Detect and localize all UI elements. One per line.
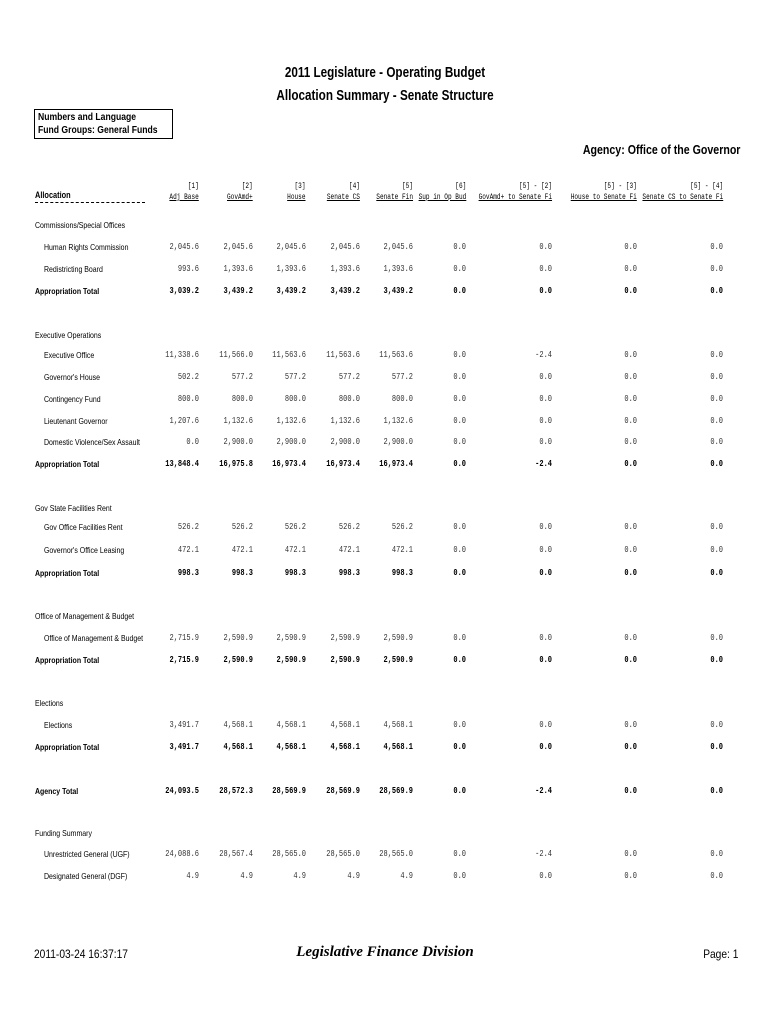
section-header — [0, 827, 770, 841]
row-label: Redistricting Board — [44, 264, 103, 274]
row-value: 0.0 — [539, 720, 552, 730]
row-value: 2,590.9 — [223, 633, 253, 643]
row-value: 24,093.5 — [165, 786, 199, 796]
row-value: 998.3 — [338, 568, 360, 578]
column-header — [479, 181, 552, 203]
row-label: Appropriation Total — [35, 459, 100, 469]
row-value: 502.2 — [177, 372, 199, 382]
row-value: 4,568.1 — [383, 720, 413, 730]
row-value: 0.0 — [539, 242, 552, 252]
row-value: 526.2 — [391, 522, 413, 532]
table-row — [0, 719, 770, 733]
row-value: 0.0 — [453, 286, 466, 296]
row-value: 998.3 — [177, 568, 199, 578]
row-value: 2,045.6 — [383, 242, 413, 252]
row-value: 800.0 — [391, 394, 413, 404]
row-value: 2,045.6 — [223, 242, 253, 252]
row-value: 0.0 — [453, 786, 466, 796]
row-value: 0.0 — [539, 568, 552, 578]
row-value: 0.0 — [453, 633, 466, 643]
row-value: 0.0 — [624, 242, 637, 252]
row-value: 4,568.1 — [330, 720, 360, 730]
total-row — [0, 285, 770, 299]
row-value: 2,715.9 — [169, 633, 199, 643]
row-value: 0.0 — [710, 871, 723, 881]
row-value: 3,491.7 — [169, 720, 199, 730]
section-header — [0, 219, 770, 233]
row-label: Human Rights Commission — [44, 242, 129, 252]
row-value: 28,572.3 — [219, 786, 253, 796]
row-value: 0.0 — [453, 350, 466, 360]
row-label: Lieutenant Governor — [44, 416, 108, 426]
row-value: 4,568.1 — [223, 742, 253, 752]
total-row — [0, 654, 770, 668]
row-label: Governor's House — [44, 372, 100, 382]
row-value: 0.0 — [539, 871, 552, 881]
row-label: Gov State Facilities Rent — [35, 503, 112, 513]
division-signature: Legislative Finance Division — [296, 944, 474, 960]
table-row — [0, 848, 770, 862]
row-value: 0.0 — [539, 633, 552, 643]
row-value: 2,900.0 — [330, 437, 360, 447]
column-header — [170, 181, 199, 203]
row-value: 0.0 — [453, 655, 466, 665]
row-value: 2,590.9 — [276, 633, 306, 643]
row-value: 0.0 — [710, 350, 723, 360]
row-value: 2,045.6 — [330, 242, 360, 252]
row-value: 3,039.2 — [169, 286, 199, 296]
row-value: 11,566.0 — [219, 350, 253, 360]
row-value: 2,900.0 — [223, 437, 253, 447]
report-timestamp: 2011-03-24 16:37:17 — [34, 947, 128, 961]
row-value: 4.9 — [347, 871, 360, 881]
row-value: 0.0 — [539, 372, 552, 382]
column-header-name: Sup in Op Bud — [418, 192, 466, 202]
row-value: 11,563.6 — [379, 350, 413, 360]
row-label: Elections — [44, 720, 73, 730]
row-value: 0.0 — [624, 522, 637, 532]
row-value: 4,568.1 — [223, 720, 253, 730]
row-value: 526.2 — [177, 522, 199, 532]
row-value: 0.0 — [624, 655, 637, 665]
row-value: 0.0 — [710, 655, 723, 665]
row-value: 3,439.2 — [383, 286, 413, 296]
row-value: 0.0 — [710, 522, 723, 532]
row-value: 1,132.6 — [383, 416, 413, 426]
row-value: 0.0 — [453, 742, 466, 752]
row-value: 1,132.6 — [276, 416, 306, 426]
row-value: 28,569.9 — [326, 786, 360, 796]
total-row — [0, 458, 770, 472]
row-label: Appropriation Total — [35, 742, 100, 752]
row-value: 4.9 — [293, 871, 306, 881]
column-header — [642, 181, 723, 203]
row-value: 1,393.6 — [223, 264, 253, 274]
column-header-name: Senate CS — [326, 192, 360, 202]
row-label: Executive Office — [44, 350, 95, 360]
row-value: 800.0 — [231, 394, 253, 404]
row-value: 0.0 — [710, 786, 723, 796]
column-header — [288, 181, 306, 203]
row-value: 4.9 — [240, 871, 253, 881]
row-value: 0.0 — [710, 394, 723, 404]
row-value: 0.0 — [710, 416, 723, 426]
row-value: 472.1 — [391, 545, 413, 555]
row-value: 0.0 — [624, 720, 637, 730]
row-value: 0.0 — [624, 372, 637, 382]
row-value: 0.0 — [453, 437, 466, 447]
row-value: 0.0 — [453, 394, 466, 404]
table-row — [0, 415, 770, 429]
column-header-number: [6] — [454, 181, 466, 191]
column-header-number: [1] — [187, 181, 199, 191]
row-value: 0.0 — [453, 568, 466, 578]
row-value: 577.2 — [338, 372, 360, 382]
column-header-number: [5] — [401, 181, 413, 191]
column-header-name: Senate Fin — [376, 192, 413, 202]
fund-box-line-1: Numbers and Language — [38, 111, 137, 123]
row-value: 2,900.0 — [383, 437, 413, 447]
row-value: 2,590.9 — [383, 633, 413, 643]
row-value: 0.0 — [710, 437, 723, 447]
row-label: Gov Office Facilities Rent — [44, 522, 123, 532]
row-label: Governor's Office Leasing — [44, 545, 125, 555]
row-label: Executive Operations — [35, 330, 102, 340]
row-value: 0.0 — [710, 742, 723, 752]
column-header-name: GovAmd+ — [227, 192, 253, 202]
row-value: 28,565.0 — [379, 849, 413, 859]
column-header-number: [5] - [4] — [689, 181, 723, 191]
row-value: 2,715.9 — [169, 655, 199, 665]
row-value: 0.0 — [539, 286, 552, 296]
row-value: 28,567.4 — [219, 849, 253, 859]
row-value: 16,975.8 — [219, 459, 253, 469]
row-value: 993.6 — [177, 264, 199, 274]
row-value: 1,132.6 — [223, 416, 253, 426]
column-header-name: House — [287, 192, 306, 202]
row-value: 2,045.6 — [276, 242, 306, 252]
row-value: 16,973.4 — [326, 459, 360, 469]
row-value: 4,568.1 — [330, 742, 360, 752]
row-value: 472.1 — [338, 545, 360, 555]
report-subtitle: Allocation Summary - Senate Structure — [276, 87, 494, 104]
column-header — [418, 181, 466, 203]
row-value: 0.0 — [624, 394, 637, 404]
row-value: 998.3 — [391, 568, 413, 578]
row-value: 0.0 — [624, 264, 637, 274]
row-value: 800.0 — [284, 394, 306, 404]
row-value: 2,590.9 — [223, 655, 253, 665]
row-value: 0.0 — [453, 416, 466, 426]
row-value: 0.0 — [453, 242, 466, 252]
section-header — [0, 697, 770, 711]
row-value: 1,393.6 — [276, 264, 306, 274]
row-value: 0.0 — [453, 720, 466, 730]
total-row — [0, 741, 770, 755]
table-row — [0, 263, 770, 277]
row-value: 2,045.6 — [169, 242, 199, 252]
row-value: 0.0 — [186, 437, 199, 447]
table-row — [0, 436, 770, 450]
row-label: Office of Management & Budget — [44, 633, 144, 643]
table-row — [0, 632, 770, 646]
row-value: 0.0 — [539, 416, 552, 426]
table-row — [0, 521, 770, 535]
column-header-name: Adj Base — [169, 192, 199, 202]
row-label: Unrestricted General (UGF) — [44, 849, 130, 859]
row-value: 16,973.4 — [379, 459, 413, 469]
total-row — [0, 567, 770, 581]
total-row — [0, 785, 770, 799]
row-value: 1,393.6 — [383, 264, 413, 274]
row-value: 0.0 — [624, 459, 637, 469]
column-header-number: [3] — [294, 181, 306, 191]
row-value: 0.0 — [624, 350, 637, 360]
fund-group-box — [34, 109, 173, 139]
row-value: 11,338.6 — [165, 350, 199, 360]
row-value: 4,568.1 — [383, 742, 413, 752]
row-value: 0.0 — [624, 416, 637, 426]
page-number: Page: 1 — [702, 947, 738, 961]
row-value: 3,439.2 — [330, 286, 360, 296]
row-value: 0.0 — [624, 786, 637, 796]
column-header-number: [5] - [2] — [518, 181, 552, 191]
row-value: 0.0 — [624, 437, 637, 447]
section-header — [0, 502, 770, 516]
row-value: 3,439.2 — [276, 286, 306, 296]
row-value: 800.0 — [338, 394, 360, 404]
row-value: 2,590.9 — [330, 633, 360, 643]
allocation-column-header: Allocation — [35, 190, 71, 200]
row-value: 0.0 — [453, 372, 466, 382]
row-value: 0.0 — [624, 871, 637, 881]
row-value: 28,565.0 — [326, 849, 360, 859]
row-value: 0.0 — [539, 655, 552, 665]
row-value: 0.0 — [624, 568, 637, 578]
row-value: 0.0 — [453, 849, 466, 859]
row-value: 13,848.4 — [165, 459, 199, 469]
row-value: 0.0 — [624, 633, 637, 643]
row-value: -2.4 — [535, 350, 552, 360]
column-header — [571, 181, 637, 203]
row-value: 0.0 — [710, 568, 723, 578]
row-value: 472.1 — [284, 545, 306, 555]
row-value: 577.2 — [391, 372, 413, 382]
column-header-name: House to Senate Fi — [570, 192, 637, 202]
row-label: Appropriation Total — [35, 568, 100, 578]
row-value: 577.2 — [284, 372, 306, 382]
row-value: 1,207.6 — [169, 416, 199, 426]
row-value: 526.2 — [338, 522, 360, 532]
row-label: Elections — [35, 698, 64, 708]
row-value: 28,569.9 — [379, 786, 413, 796]
section-header — [0, 610, 770, 624]
column-header-name: GovAmd+ to Senate Fi — [478, 192, 552, 202]
row-value: 2,900.0 — [276, 437, 306, 447]
row-label: Funding Summary — [35, 828, 92, 838]
row-value: 16,973.4 — [272, 459, 306, 469]
row-value: 0.0 — [710, 633, 723, 643]
row-value: 28,565.0 — [272, 849, 306, 859]
row-value: 3,439.2 — [223, 286, 253, 296]
row-value: 0.0 — [453, 264, 466, 274]
row-value: 3,491.7 — [169, 742, 199, 752]
row-value: 4,568.1 — [276, 742, 306, 752]
row-value: 0.0 — [453, 522, 466, 532]
row-value: 526.2 — [231, 522, 253, 532]
row-value: 11,563.6 — [326, 350, 360, 360]
row-value: 4.9 — [186, 871, 199, 881]
row-value: 472.1 — [231, 545, 253, 555]
column-header — [376, 181, 413, 203]
row-value: 2,590.9 — [330, 655, 360, 665]
row-value: 0.0 — [710, 459, 723, 469]
row-value: 4,568.1 — [276, 720, 306, 730]
row-value: 1,393.6 — [330, 264, 360, 274]
row-value: 0.0 — [624, 742, 637, 752]
row-value: 0.0 — [710, 545, 723, 555]
row-value: 526.2 — [284, 522, 306, 532]
row-value: -2.4 — [535, 849, 552, 859]
table-row — [0, 870, 770, 884]
row-value: 28,569.9 — [272, 786, 306, 796]
row-value: 998.3 — [284, 568, 306, 578]
table-row — [0, 393, 770, 407]
row-value: 0.0 — [453, 459, 466, 469]
row-label: Office of Management & Budget — [35, 611, 135, 621]
row-value: 2,590.9 — [276, 655, 306, 665]
row-value: -2.4 — [535, 786, 552, 796]
column-header-number: [5] - [3] — [603, 181, 637, 191]
column-header-number: [4] — [348, 181, 360, 191]
row-value: 0.0 — [710, 720, 723, 730]
row-value: 11,563.6 — [272, 350, 306, 360]
column-header-number: [2] — [241, 181, 253, 191]
row-value: 0.0 — [539, 264, 552, 274]
row-value: 0.0 — [624, 849, 637, 859]
row-value: 0.0 — [453, 871, 466, 881]
row-value: 0.0 — [710, 849, 723, 859]
row-value: 1,132.6 — [330, 416, 360, 426]
row-value: 0.0 — [539, 437, 552, 447]
row-value: 0.0 — [539, 545, 552, 555]
column-header — [327, 181, 360, 203]
row-label: Contingency Fund — [44, 394, 101, 404]
fund-box-line-2: Fund Groups: General Funds — [38, 124, 158, 136]
section-header — [0, 329, 770, 343]
row-value: 577.2 — [231, 372, 253, 382]
row-label: Domestic Violence/Sex Assault — [44, 437, 140, 447]
row-label: Appropriation Total — [35, 286, 100, 296]
row-value: -2.4 — [535, 459, 552, 469]
row-label: Agency Total — [35, 786, 79, 796]
table-row — [0, 371, 770, 385]
row-value: 0.0 — [710, 286, 723, 296]
row-value: 0.0 — [539, 742, 552, 752]
row-value: 800.0 — [177, 394, 199, 404]
row-label: Designated General (DGF) — [44, 871, 128, 881]
row-label: Commissions/Special Offices — [35, 220, 126, 230]
column-header — [227, 181, 253, 203]
row-value: 0.0 — [539, 394, 552, 404]
row-value: 0.0 — [710, 242, 723, 252]
column-header-name: Senate CS to Senate Fi — [642, 192, 723, 202]
row-value: 472.1 — [177, 545, 199, 555]
allocation-header-rule — [35, 202, 145, 203]
table-row — [0, 349, 770, 363]
row-label: Appropriation Total — [35, 655, 100, 665]
row-value: 998.3 — [231, 568, 253, 578]
row-value: 2,590.9 — [383, 655, 413, 665]
table-row — [0, 241, 770, 255]
row-value: 0.0 — [539, 522, 552, 532]
table-row — [0, 544, 770, 558]
row-value: 0.0 — [624, 545, 637, 555]
row-value: 0.0 — [710, 264, 723, 274]
row-value: 24,088.6 — [165, 849, 199, 859]
row-value: 0.0 — [624, 286, 637, 296]
row-value: 4.9 — [400, 871, 413, 881]
agency-label: Agency: Office of the Governor — [582, 143, 740, 157]
row-value: 0.0 — [710, 372, 723, 382]
row-value: 0.0 — [453, 545, 466, 555]
report-title: 2011 Legislature - Operating Budget — [284, 64, 486, 81]
